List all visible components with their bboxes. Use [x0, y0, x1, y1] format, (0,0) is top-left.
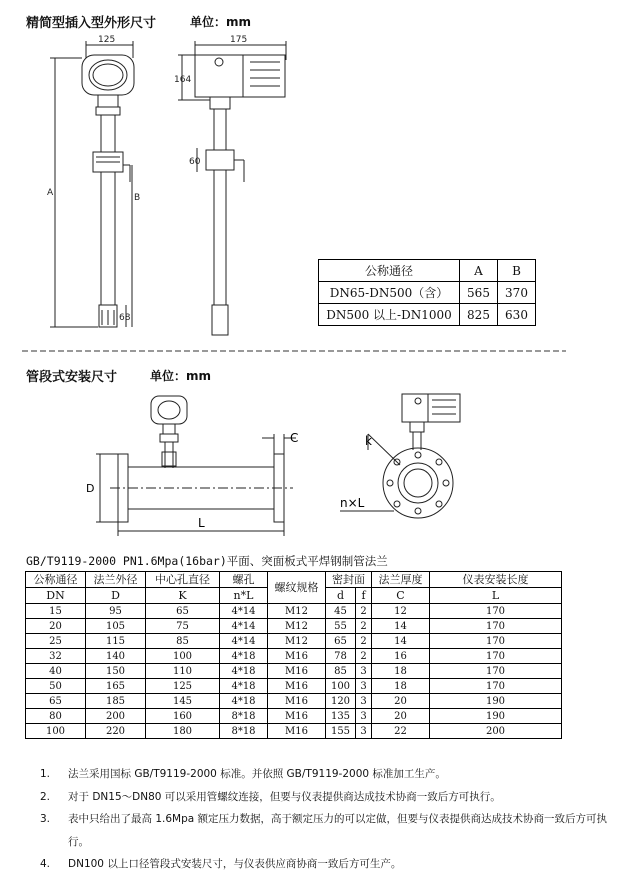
table-cell: 185	[86, 694, 146, 709]
header-cell: K	[146, 588, 220, 604]
table-cell: 20	[26, 619, 86, 634]
table-row	[319, 304, 536, 326]
header-cell: 螺纹规格	[268, 572, 326, 604]
dim-B: B	[134, 193, 141, 203]
notes-list	[40, 763, 610, 876]
flange-table-body	[26, 604, 562, 739]
table-cell: 190	[430, 709, 562, 724]
table-cell: 100	[326, 679, 356, 694]
table-cell: 3	[356, 694, 372, 709]
table-row	[319, 282, 536, 304]
header-cell: L	[430, 588, 562, 604]
table-cell: DN500 以上-DN1000	[319, 304, 460, 326]
table-cell: 825	[460, 304, 498, 326]
table-cell: 50	[26, 679, 86, 694]
note-item	[40, 853, 610, 876]
table-cell: M16	[268, 709, 326, 724]
table-cell: 14	[372, 619, 430, 634]
dim-nxL: n×L	[340, 496, 365, 510]
dim-C: C	[290, 431, 299, 445]
header-cell: f	[356, 588, 372, 604]
header-cell: DN	[26, 588, 86, 604]
dim-175: 175	[230, 35, 248, 45]
table-cell: 100	[26, 724, 86, 739]
dim-60: 60	[189, 157, 201, 167]
table-cell: 65	[26, 694, 86, 709]
table-cell: 630	[498, 304, 536, 326]
table-cell: 14	[372, 634, 430, 649]
table-cell: 95	[86, 604, 146, 619]
table-header-row	[319, 260, 536, 282]
table-cell: 190	[430, 694, 562, 709]
header-cell: 公称通径	[26, 572, 86, 588]
table-cell: 2	[356, 619, 372, 634]
table-cell: 170	[430, 679, 562, 694]
table-cell: 3	[356, 664, 372, 679]
table-cell: 18	[372, 664, 430, 679]
table-cell: 16	[372, 649, 430, 664]
header-cell: B	[498, 260, 536, 282]
header-cell: 中心孔直径	[146, 572, 220, 588]
dim-125: 125	[98, 35, 116, 45]
note-text: 法兰采用国标 GB/T9119-2000 标准。并依照 GB/T9119-2000 标准加工生产。	[68, 768, 446, 780]
table-row	[26, 649, 562, 664]
flange-table-title: GB/T9119-2000 PN1.6Mpa(16bar)平面、突面板式平焊钢制管法兰	[26, 554, 388, 568]
table-cell: 85	[146, 634, 220, 649]
table-cell: 85	[326, 664, 356, 679]
table-cell: 4*14	[220, 634, 268, 649]
header-cell: d	[326, 588, 356, 604]
header-cell: 螺孔	[220, 572, 268, 588]
table-cell: 32	[26, 649, 86, 664]
table-cell: 100	[146, 649, 220, 664]
header-cell: 仪表安装长度	[430, 572, 562, 588]
table-cell: 170	[430, 634, 562, 649]
note-number: 4.	[40, 858, 51, 870]
table-cell: M16	[268, 694, 326, 709]
table-cell: 145	[146, 694, 220, 709]
table-cell: 170	[430, 664, 562, 679]
table-row	[26, 709, 562, 724]
table-cell: 220	[86, 724, 146, 739]
table-row	[26, 694, 562, 709]
table-cell: 170	[430, 649, 562, 664]
dim-L: L	[198, 516, 205, 530]
table-row	[26, 619, 562, 634]
section2-title: 管段式安装尺寸	[26, 370, 118, 385]
table-cell: 140	[86, 649, 146, 664]
table-cell: 2	[356, 634, 372, 649]
table-cell: 4*18	[220, 694, 268, 709]
table-cell: 180	[146, 724, 220, 739]
header-cell: 法兰外径	[86, 572, 146, 588]
table-cell: 160	[146, 709, 220, 724]
note-item	[40, 763, 610, 786]
header-cell: 密封面	[326, 572, 372, 588]
table-row	[26, 724, 562, 739]
table-cell: 4*14	[220, 619, 268, 634]
table-cell: 12	[372, 604, 430, 619]
note-text: 对于 DN15～DN80 可以采用管螺纹连接，但要与仪表提供商达成技术协商一致后方可执行。	[68, 790, 501, 803]
pipe-section-view	[96, 396, 299, 536]
dimension-ab-table	[318, 259, 536, 326]
note-item	[40, 786, 610, 809]
insertion-side-view	[178, 41, 286, 335]
table-cell: 15	[26, 604, 86, 619]
note-number: 3.	[40, 813, 51, 825]
header-cell: 公称通径	[319, 260, 460, 282]
table-cell: 65	[326, 634, 356, 649]
flange-header-row-1	[26, 572, 562, 588]
note-text: 表中只给出了最高 1.6Mpa 额定压力数据，高于额定压力的可以定做，但要与仪表提供商达成技术协商一致后方可执行。	[68, 813, 608, 848]
section2-unit: 单位：mm	[150, 369, 212, 383]
dim-k: k	[365, 434, 372, 448]
table-cell: 55	[326, 619, 356, 634]
table-cell: 170	[430, 604, 562, 619]
header-cell: C	[372, 588, 430, 604]
header-cell: A	[460, 260, 498, 282]
section1-title: 精简型插入型外形尺寸	[26, 16, 157, 31]
table-cell: 8*18	[220, 724, 268, 739]
dim-D: D	[86, 482, 95, 495]
table-cell: 3	[356, 724, 372, 739]
header-cell: n*L	[220, 588, 268, 604]
table-cell: 110	[146, 664, 220, 679]
header-cell: D	[86, 588, 146, 604]
table-cell: 4*18	[220, 649, 268, 664]
note-number: 1.	[40, 768, 51, 780]
drawing1-dimension-labels	[47, 35, 247, 323]
table-row	[26, 604, 562, 619]
table-cell: 40	[26, 664, 86, 679]
table-row	[26, 634, 562, 649]
table-cell: M16	[268, 679, 326, 694]
table-cell: 4*18	[220, 664, 268, 679]
table-cell: 155	[326, 724, 356, 739]
table-cell: 170	[430, 619, 562, 634]
table-cell: 2	[356, 649, 372, 664]
table-cell: 18	[372, 679, 430, 694]
table-cell: M16	[268, 664, 326, 679]
table-cell: 22	[372, 724, 430, 739]
dim-164: 164	[174, 75, 192, 85]
table-cell: 80	[26, 709, 86, 724]
table-cell: M12	[268, 619, 326, 634]
table-cell: 78	[326, 649, 356, 664]
note-number: 2.	[40, 790, 51, 803]
dim-68: 68	[119, 313, 131, 323]
table-cell: 65	[146, 604, 220, 619]
table-cell: M12	[268, 604, 326, 619]
table-cell: 135	[326, 709, 356, 724]
section1-unit: 单位：mm	[190, 15, 252, 29]
table-cell: 3	[356, 709, 372, 724]
table-cell: 200	[430, 724, 562, 739]
table-cell: 20	[372, 694, 430, 709]
table-cell: 45	[326, 604, 356, 619]
table-cell: 8*18	[220, 709, 268, 724]
insertion-front-view	[50, 41, 134, 327]
table-cell: 3	[356, 679, 372, 694]
table-cell: M16	[268, 724, 326, 739]
table-cell: 2	[356, 604, 372, 619]
drawing2-dimension-labels	[86, 431, 372, 530]
header-cell: 法兰厚度	[372, 572, 430, 588]
table-cell: 20	[372, 709, 430, 724]
note-text: DN100 以上口径管段式安装尺寸，与仪表供应商协商一致后方可生产。	[68, 858, 402, 870]
table-cell: 150	[86, 664, 146, 679]
table-cell: 200	[86, 709, 146, 724]
dim-A: A	[47, 188, 54, 198]
table-cell: 115	[86, 634, 146, 649]
table-cell: 370	[498, 282, 536, 304]
note-item	[40, 808, 610, 853]
table-cell: 75	[146, 619, 220, 634]
table-row	[26, 679, 562, 694]
table-cell: 25	[26, 634, 86, 649]
table-row	[26, 664, 562, 679]
table-cell: 4*14	[220, 604, 268, 619]
table-cell: 165	[86, 679, 146, 694]
table-cell: 105	[86, 619, 146, 634]
flange-table	[25, 571, 562, 739]
table-cell: 565	[460, 282, 498, 304]
table-cell: M12	[268, 634, 326, 649]
table-cell: 125	[146, 679, 220, 694]
table-cell: 4*18	[220, 679, 268, 694]
table-cell: 120	[326, 694, 356, 709]
table-cell: DN65-DN500（含）	[319, 282, 460, 304]
table-cell: M16	[268, 649, 326, 664]
